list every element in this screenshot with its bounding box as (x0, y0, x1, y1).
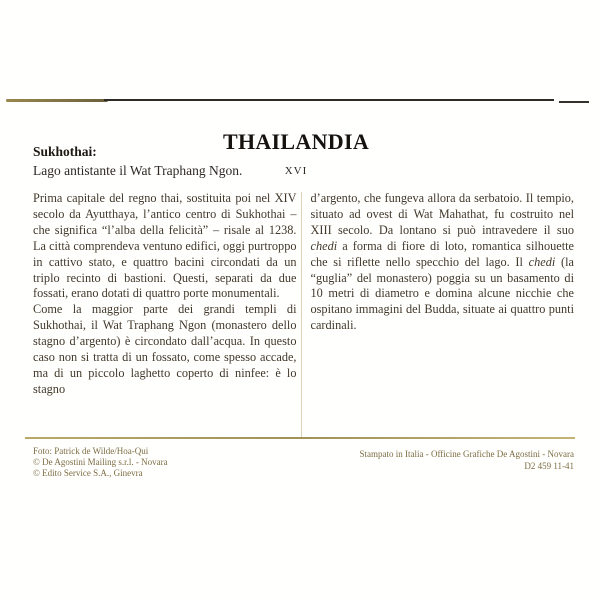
paragraph-3 (311, 191, 575, 334)
chedi-term-2: chedi (528, 254, 556, 269)
footer-divider (25, 437, 575, 439)
scan-edge-line-main (104, 99, 554, 101)
print-code: D2 459 11-41 (524, 460, 574, 471)
copyright-line-1: © De Agostini Mailing s.r.l. - Novara (33, 457, 168, 467)
footer-printing (359, 449, 574, 472)
paragraph-3-text: d’argento, che fungeva allora da serbatoio. Il tempio, situato ad ovest di Wat Mahathat, fu costruito nel XIII secolo. Da lontano si può intravedere il suo (310, 191, 574, 237)
body-column-left (33, 191, 297, 398)
paragraph-3-text-3: (la “guglia” del monastero) poggia su un basamento di 10 metri di diametro e domina alcune nicchie che ospitano immagini del Budda, situate ai quattro punti cardinali. (310, 254, 574, 333)
scan-edge-line-left (6, 99, 108, 102)
column-gap-scan-line (301, 192, 302, 438)
body-columns (33, 191, 574, 398)
photo-caption: Lago antistante il Wat Traphang Ngon. (33, 163, 243, 178)
paragraph-3-text-2: a forma di fiore di loto, romantica silhouette che si riflette nello specchio del lago. Il (310, 238, 574, 269)
chedi-term-1: chedi (310, 238, 338, 253)
body-column-right (311, 191, 575, 398)
copyright-line-2: © Edito Service S.A., Ginevra (33, 468, 143, 478)
page-numeral: XVI (284, 165, 308, 177)
footer-credits (33, 446, 168, 479)
scan-edge-line-right (559, 101, 589, 103)
page-title: THAILANDIA (222, 129, 370, 154)
photo-credit-line: Foto: Patrick de Wilde/Hoa-Qui (33, 446, 149, 456)
printer-line: Stampato in Italia - Officine Grafiche De Agostini - Novara (359, 449, 574, 459)
paragraph-2: Come la maggior parte dei grandi templi di Sukhothai, il Wat Traphang Ngon (monastero dello stagno d’argento) è circondato dall’acqua. In questo caso non si tratta di un fossato, come spesso accade, ma di un piccolo laghetto coperto di ninfee: è lo stagno (33, 302, 297, 396)
paragraph-1: Prima capitale del regno thai, sostituita poi nel XIV secolo da Ayutthaya, l’antico centro di Sukhothai – che significa “l’alba della felicità” – risale al 1238. La città comprendeva ventuno edifici, oggi purtroppo in cattivo stato, e quattro bacini circondati da un triplo recinto di bastioni. Questi, separati da due fossati, erano dotati di quattro porte monumentali. (33, 191, 297, 301)
section-heading: Sukhothai: (33, 144, 97, 159)
